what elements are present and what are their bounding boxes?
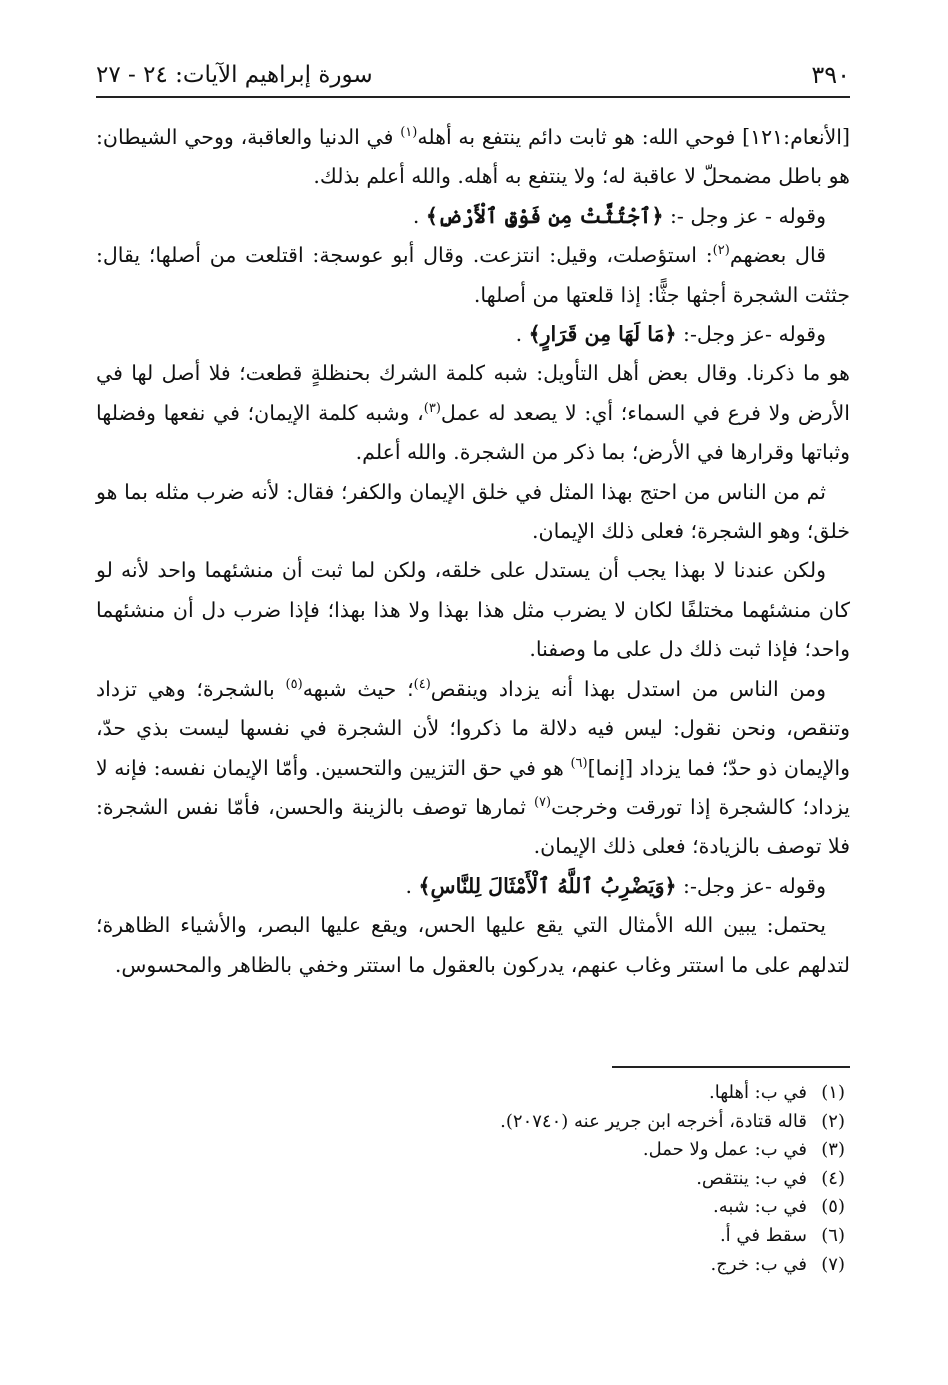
page-header bbox=[96, 58, 850, 98]
footnote-number: (٤) bbox=[821, 1167, 845, 1189]
footnote-text: في ب: ينتقص. bbox=[696, 1167, 807, 1189]
footnote-ref-2[interactable]: (٢) bbox=[712, 243, 730, 259]
footnote-text: في ب: خرج. bbox=[710, 1253, 807, 1275]
footnote-number: (٥) bbox=[821, 1196, 845, 1218]
footnote-ref-7[interactable]: (٧) bbox=[533, 795, 552, 811]
footnote-number: (٣) bbox=[821, 1139, 845, 1161]
paragraph-2 bbox=[96, 197, 850, 236]
footnote-ref-6[interactable]: (٦) bbox=[570, 755, 588, 771]
footnote-separator bbox=[612, 1066, 850, 1068]
running-title: سورة إبراهيم الآيات: ٢٤ - ٢٧ bbox=[96, 62, 373, 88]
text-span: ثمارها توصف بالزينة والحسن، فأمّا نفس الشجرة: فلا توصف بالزيادة؛ فعلى ذلك الإيمان. bbox=[96, 794, 850, 859]
page-number: ٣٩٠ bbox=[811, 61, 850, 89]
footnote-item bbox=[96, 1108, 845, 1137]
quran-verse: ﴿مَا لَهَا مِن قَرَارٍ﴾ bbox=[528, 322, 677, 347]
paragraph-9 bbox=[96, 867, 850, 906]
text-span: . bbox=[412, 203, 426, 228]
footnote-text: قاله قتادة، أخرجه ابن جرير عنه (٢٠٧٤٠). bbox=[500, 1110, 807, 1132]
text-span: هو في حق التزيين والتحسين. وأمّا الإيمان نفسه: فإنه لا يزداد؛ كالشجرة إذا تورقت وخرجت bbox=[96, 755, 850, 819]
paragraph-7: ولكن عندنا لا بهذا يجب أن يستدل على خلقه، ولكن لما ثبت أن منشئهما واحد لأنه لو كان منشئهما مختلفًا لكان لا يضرب مثل هذا بهذا ولا هذا بهذا؛ فإذا ضرب دل أن منشئهما واحد؛ فإذا ثبت ذلك دل على ما وصفنا. bbox=[96, 558, 850, 662]
text-span: وقوله -عز وجل-: bbox=[676, 873, 826, 898]
footnote-number: (٢) bbox=[821, 1110, 845, 1132]
footnote-ref-3[interactable]: (٣) bbox=[423, 401, 441, 417]
footnote-number: (١) bbox=[821, 1082, 845, 1103]
paragraph-6: ثم من الناس من احتج بهذا المثل في خلق الإيمان والكفر؛ فقال: لأنه ضرب مثله بما هو خلق؛ وهو الشجرة؛ فعلى ذلك الإيمان. bbox=[96, 479, 850, 544]
footnote-ref-5[interactable]: (٥) bbox=[285, 676, 303, 692]
text-span: ، وشبه كلمة الإيمان؛ في نفعها وفضلها وثباتها وقرارها في الأرض؛ بما ذكر من الشجرة. والله أعلم. bbox=[96, 400, 850, 465]
text-span: بالشجرة؛ وهي تزداد وتنقص، ونحن نقول: ليس فيه دلالة ما ذكروا؛ لأن الشجرة في نفسها ليست بذي حدّ، والإيمان ذو حدّ؛ فما يزداد [إنما] bbox=[96, 676, 850, 780]
footnote-text: في ب: أهلها. bbox=[708, 1082, 807, 1103]
footnote-ref-4[interactable]: (٤) bbox=[413, 676, 431, 692]
text-span: ؛ حيث شبهه bbox=[302, 676, 414, 701]
text-span: . bbox=[405, 873, 419, 898]
footnote-item bbox=[96, 1079, 845, 1108]
paragraph-4 bbox=[96, 315, 850, 354]
footnote-item bbox=[96, 1165, 845, 1194]
text-span: وقوله -عز وجل-: bbox=[676, 322, 826, 347]
footnotes-list bbox=[96, 1079, 845, 1279]
paragraph-1 bbox=[96, 118, 850, 197]
text-span: وقوله - عز وجل -: bbox=[663, 203, 826, 228]
paragraph-8 bbox=[96, 670, 850, 867]
footnote-number: (٦) bbox=[821, 1224, 845, 1246]
footnote-text: في ب: شبه. bbox=[713, 1196, 807, 1218]
footnote-item bbox=[96, 1193, 845, 1222]
text-span: ومن الناس من استدل بهذا أنه يزداد وينقص bbox=[430, 676, 827, 701]
footnote-item bbox=[96, 1222, 845, 1251]
footnote-ref-1[interactable]: (١) bbox=[400, 125, 418, 141]
paragraph-5 bbox=[96, 354, 850, 472]
main-text bbox=[96, 118, 850, 985]
quran-verse: ﴿ٱجْتُثَّتْ مِن فَوْقِ ٱلْأَرْضِ﴾ bbox=[425, 203, 664, 228]
footnote-text: في ب: عمل ولا حمل. bbox=[642, 1139, 807, 1161]
footnote-item bbox=[96, 1251, 845, 1280]
paragraph-10: يحتمل: يبين الله الأمثال التي يقع عليها الحس، ويقع عليها البصر، والأشياء الظاهرة؛ لتدلهم على ما استتر وغاب عنهم، يدركون بالعقول ما استتر وخفي بالظاهر والمحسوس. bbox=[96, 913, 850, 977]
footnote-text: سقط في أ. bbox=[719, 1224, 807, 1246]
footnote-number: (٧) bbox=[821, 1253, 845, 1275]
quran-verse: ﴿وَيَضْرِبُ ٱللَّهُ ٱلْأَمْثَالَ لِلنَّاسِ﴾ bbox=[418, 873, 677, 898]
text-span: : استؤصلت، وقيل: انتزعت. وقال أبو عوسجة: اقتلعت من أصلها؛ يقال: جثثت الشجرة أجثها جثًّا: إذا قلعتها من أصلها. bbox=[96, 243, 850, 307]
text-span: قال بعضهم bbox=[729, 243, 826, 268]
footnote-item bbox=[96, 1136, 845, 1165]
text-span: في الدنيا والعاقبة، ووحي الشيطان: هو باطل مضمحلّ لا عاقبة له؛ ولا ينتفع به أهله. والله أعلم بذلك. bbox=[96, 125, 850, 189]
text-span: هو ما ذكرنا. وقال بعض أهل التأويل: شبه كلمة الشرك بحنظلةٍ قطعت؛ فلا أصل لها في الأرض ولا فرع في السماء؛ أي: لا يصعد له عمل bbox=[96, 361, 850, 425]
paragraph-3 bbox=[96, 236, 850, 315]
text-span: . bbox=[515, 322, 529, 347]
text-span: [الأنعام:١٢١] فوحي الله: هو ثابت دائم ينتفع به أهله bbox=[417, 125, 850, 149]
